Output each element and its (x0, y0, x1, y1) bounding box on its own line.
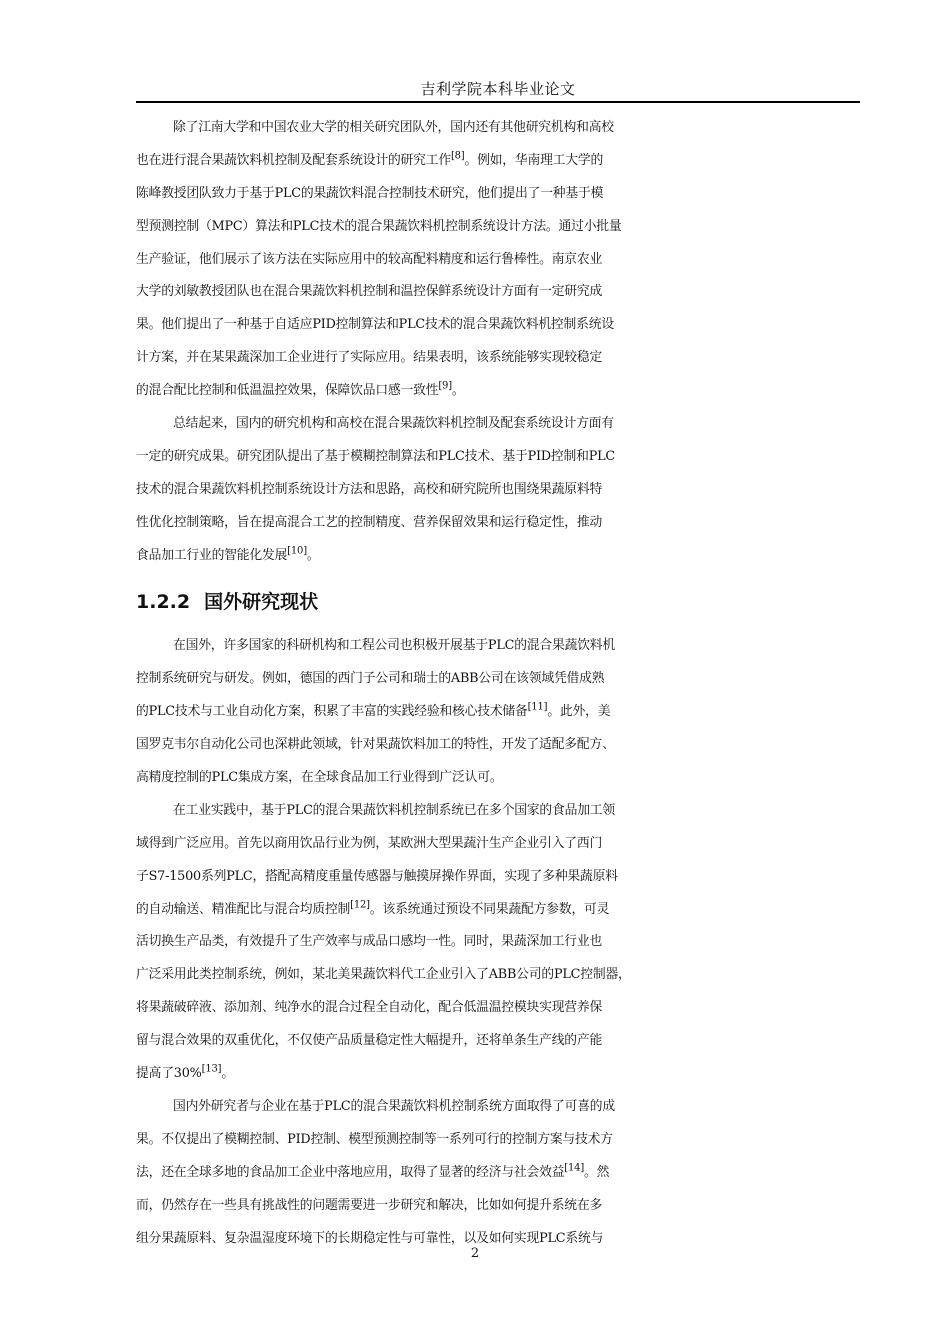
text-line: 技术的混合果蔬饮料机控制系统设计方法和思路，高校和研究院所也围绕果蔬原料特 (136, 481, 603, 497)
citation-marker: [11] (527, 701, 548, 713)
citation-marker: [12] (350, 899, 370, 911)
citation-marker: [14] (564, 1162, 585, 1174)
paragraph (136, 112, 864, 408)
paragraph (136, 408, 864, 572)
text-line: 法，还在全球多地的食品加工企业中落地应用，取得了显著的经济与社会效益[14]。然 (136, 1162, 610, 1180)
header-rule (136, 101, 860, 103)
text-line: 留与混合效果的双重优化，不仅使产品质量稳定性大幅提升，还将单条生产线的产能 (136, 1033, 603, 1049)
paragraph (136, 1091, 864, 1255)
citation-marker: [9] (438, 380, 452, 392)
page-number: 2 (470, 1246, 480, 1261)
text-line: 高精度控制的PLC集成方案，在全球食品加工行业得到广泛认可。 (136, 770, 503, 786)
text-line: 总结起来，国内的研究机构和高校在混合果蔬饮料机控制及配套系统设计方面有 (173, 416, 614, 432)
text-line: 型预测控制（MPC）算法和PLC技术的混合果蔬饮料机控制系统设计方法。通过小批量 (136, 218, 622, 234)
text-line: 广泛采用此类控制系统，例如，某北美果蔬饮料代工企业引入了ABB公司的PLC控制器， (136, 967, 631, 983)
citation-marker: [13] (201, 1063, 222, 1075)
text-line: 果。他们提出了一种基于自适应PID控制算法和PLC技术的混合果蔬饮料机控制系统设 (136, 317, 614, 333)
text-line: 果。不仅提出了模糊控制、PID控制、模型预测控制等一系列可行的控制方案与技术方 (136, 1131, 613, 1147)
section-title: 国外研究现状 (204, 591, 319, 614)
text-line: 组分果蔬原料、复杂温湿度环境下的长期稳定性与可靠性，以及如何实现PLC系统与 (136, 1230, 604, 1246)
text-line: 将果蔬破碎液、添加剂、纯净水的混合过程全自动化，配合低温温控模块实现营养保 (136, 1000, 603, 1016)
text-line: 陈峰教授团队致力于基于PLC的果蔬饮料混合控制技术研究，他们提出了一种基于模 (136, 185, 604, 201)
text-line: 国罗克韦尔自动化公司也深耕此领域，针对果蔬饮料加工的特性，开发了适配多配方、 (136, 737, 615, 753)
paragraph (136, 795, 864, 1091)
text-line: 的自动输送、精准配比与混合均质控制[12]。该系统通过预设不同果蔬配方参数，可灵 (136, 899, 610, 917)
text-line: 生产验证，他们展示了该方法在实际应用中的较高配料精度和运行鲁棒性。南京农业 (136, 251, 603, 267)
text-line: 大学的刘敏教授团队也在混合果蔬饮料机控制和温控保鲜系统设计方面有一定研究成 (136, 284, 603, 300)
text-line: 在国外，许多国家的科研机构和工程公司也积极开展基于PLC的混合果蔬饮料机 (173, 638, 615, 654)
paragraph (136, 630, 864, 794)
text-line: 在工业实践中，基于PLC的混合果蔬饮料机控制系统已在多个国家的食品加工领 (173, 802, 615, 818)
text-line: 计方案，并在某果蔬深加工企业进行了实际应用。结果表明，该系统能够实现较稳定 (136, 350, 603, 366)
page-header-title: 吉利学院本科毕业论文 (420, 80, 576, 98)
text-line: 除了江南大学和中国农业大学的相关研究团队外，国内还有其他研究机构和高校 (173, 120, 614, 135)
text-line: 的PLC技术与工业自动化方案，积累了丰富的实践经验和核心技术储备[11]。此外，美 (136, 701, 611, 720)
text-line: 活切换生产品类，有效提升了生产效率与成品口感均一性。同时，果蔬深加工行业也 (136, 934, 603, 950)
text-line: 一定的研究成果。研究团队提出了基于模糊控制算法和PLC技术、基于PID控制和PLC (136, 448, 616, 464)
text-line: 性优化控制策略，旨在提高混合工艺的控制精度、营养保留效果和运行稳定性，推动 (136, 514, 603, 530)
text-line: 子S7-1500系列PLC，搭配高精度重量传感器与触摸屏操作界面，实现了多种果蔬原料 (136, 868, 618, 884)
text-line: 的混合配比控制和低温温控效果，保障饮品口感一致性[9]。 (136, 380, 465, 399)
text-line: 控制系统研究与研发。例如，德国的西门子公司和瑞士的ABB公司在该领域凭借成熟 (136, 671, 605, 687)
text-line: 食品加工行业的智能化发展[10]。 (136, 545, 320, 563)
text-line: 而，仍然存在一些具有挑战性的问题需要进一步研究和解决，比如如何提升系统在多 (136, 1197, 603, 1213)
section-number: 1.2.2 (136, 591, 191, 614)
body-text (136, 112, 864, 1255)
citation-marker: [8] (450, 150, 465, 162)
citation-marker: [10] (287, 545, 307, 557)
text-line: 国内外研究者与企业在基于PLC的混合果蔬饮料机控制系统方面取得了可喜的成 (173, 1098, 615, 1114)
section-heading (136, 572, 864, 630)
text-line: 也在进行混合果蔬饮料机控制及配套系统设计的研究工作[8]。例如，华南理工大学的 (136, 150, 604, 168)
text-line: 域得到广泛应用。首先以商用饮品行业为例，某欧洲大型果蔬汁生产企业引入了西门 (136, 835, 603, 851)
text-line: 提高了30%[13]。 (136, 1063, 234, 1082)
